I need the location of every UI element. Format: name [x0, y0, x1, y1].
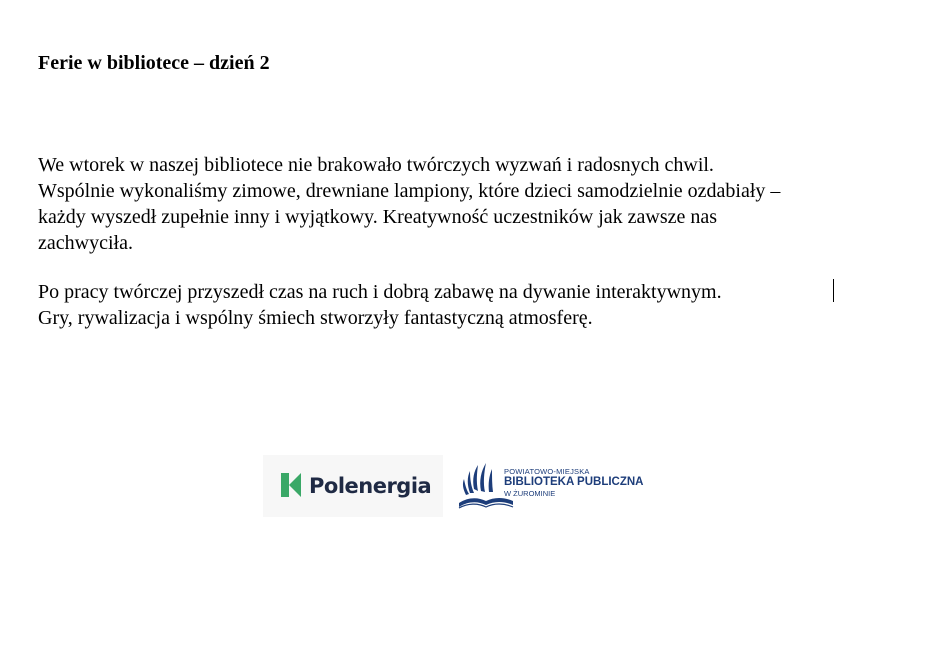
- paragraph-2[interactable]: [38, 279, 722, 331]
- paragraph-1-line: We wtorek w naszej bibliotece nie brakowało twórczych wyzwań i radosnych chwil.: [38, 154, 714, 176]
- polenergia-name: Polenergia: [309, 474, 432, 498]
- paragraph-2-line: Gry, rywalizacja i wspólny śmiech stworzyły fantastyczną atmosferę.: [38, 307, 593, 329]
- paragraph-1-line: każdy wyszedł zupełnie inny i wyjątkowy. Kreatywność uczestników jak zawsze nas: [38, 206, 718, 228]
- library-line-3: W ŻUROMINIE: [504, 489, 556, 498]
- document-title: Ferie w bibliotece – dzień 2: [38, 52, 270, 74]
- library-name: [504, 467, 643, 498]
- text-cursor: [833, 279, 834, 302]
- library-line-1: POWIATOWO-MIEJSKA: [504, 467, 590, 476]
- paragraph-1-line: Wspólnie wykonaliśmy zimowe, drewniane lampiony, które dzieci samodzielnie ozdabiały –: [38, 180, 781, 202]
- paragraph-1: [38, 152, 780, 256]
- polenergia-k-icon: [281, 473, 303, 497]
- sponsor-logos: [263, 455, 663, 517]
- paragraph-1-line: zachwyciła.: [38, 232, 133, 254]
- polenergia-logo: [263, 455, 443, 517]
- paragraph-2-line: Po pracy twórczej przyszedł czas na ruch i dobrą zabawę na dywanie interaktywnym.: [38, 281, 722, 303]
- library-line-2: BIBLIOTEKA PUBLICZNA: [504, 476, 644, 488]
